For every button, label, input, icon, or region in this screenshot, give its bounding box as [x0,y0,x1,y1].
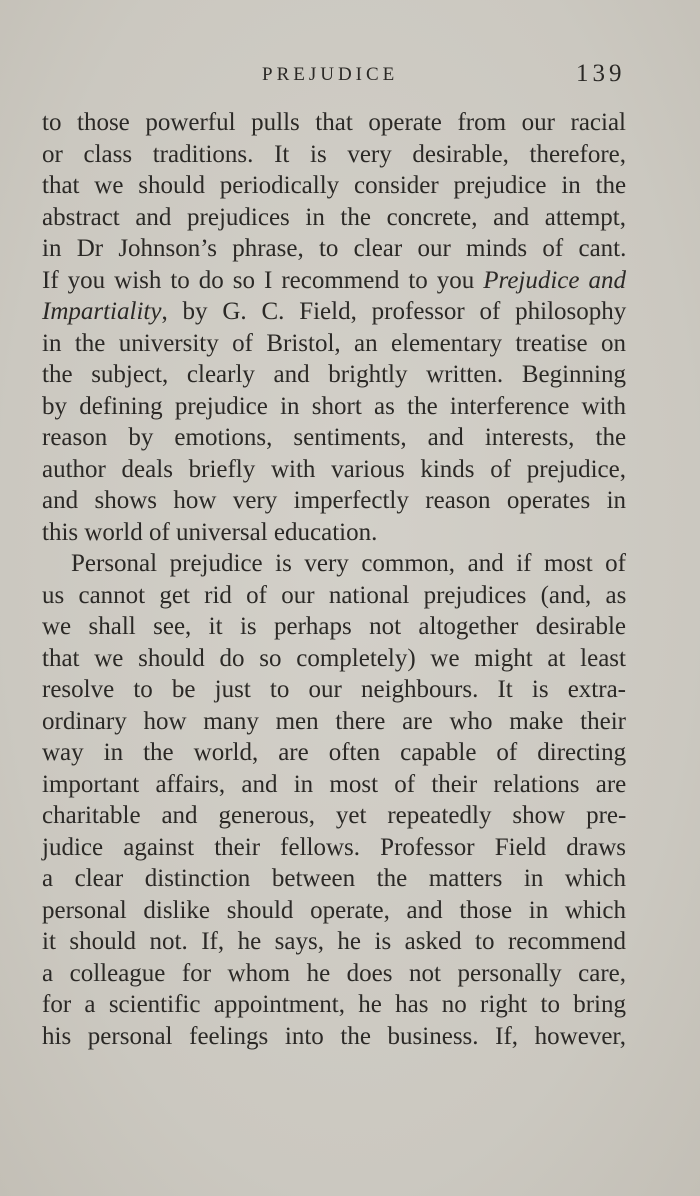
text-line: or class traditions. It is very desirable, therefore, [42,140,626,168]
text-line: important affairs, and in most of their relations are [42,770,627,798]
running-title: PREJUDICE [262,64,399,85]
text-line: we shall see, it is perhaps not altogether desirable [42,613,626,640]
text-line: a colleague for whom he does not personally care, [42,959,626,987]
text-line: to those powerful pulls that operate from our racial [42,109,626,136]
text-line: that we should do so completely) we might at least [42,644,626,672]
text-line: judice against their fellows. Professor Field draws [42,833,626,861]
text-line: in Dr Johnson’s phrase, to clear our minds of cant. [42,235,627,262]
text-line: resolve to be just to our neighbours. It is extra- [42,676,626,703]
text-line [42,265,626,297]
text-line: charitable and generous, yet repeatedly show pre- [42,802,627,829]
text-line: a clear distinction between the matters in which [42,865,626,892]
text-line: abstract and prejudices in the concrete, and attempt, [42,203,626,231]
text-line: and shows how very imperfectly reason operates in [42,487,627,514]
text-line [42,296,626,328]
paragraph-first-line: Personal prejudice is very common, and if most of [71,550,626,577]
text-line: us cannot get rid of our national prejudices (and, as [42,581,627,609]
body-text [42,107,626,1052]
text-line: the subject, clearly and brightly written. Beginning [42,361,626,388]
book-title-italic: Prejudice and [483,266,626,294]
text-line: his personal feelings into the business. If, however, [42,1022,626,1050]
text-run: , by G. C. Field, professor of philosophy [161,298,627,325]
text-line: way in the world, are often capable of directing [42,739,627,766]
text-line: for a scientific appointment, he has no right to bring [42,991,626,1018]
page-number: 139 [576,60,626,87]
text-line: author deals briefly with various kinds of prejudice, [42,455,626,483]
book-title-italic: Impartiality [42,298,162,325]
text-line: in the university of Bristol, an elementary treatise on [42,329,626,357]
text-line: by defining prejudice in short as the interference with [42,392,626,420]
text-line: it should not. If, he says, he is asked to recommend [42,928,626,955]
text-line: that we should periodically consider prejudice in the [42,172,627,199]
running-head [0,60,700,94]
paragraph-last-line: this world of universal education. [42,518,378,546]
text-line: personal dislike should operate, and those in which [42,896,626,924]
text-line: ordinary how many men there are who make their [42,707,626,735]
text-line: reason by emotions, sentiments, and interests, the [42,424,627,451]
text-run: If you wish to do so I recommend to you [42,266,484,294]
